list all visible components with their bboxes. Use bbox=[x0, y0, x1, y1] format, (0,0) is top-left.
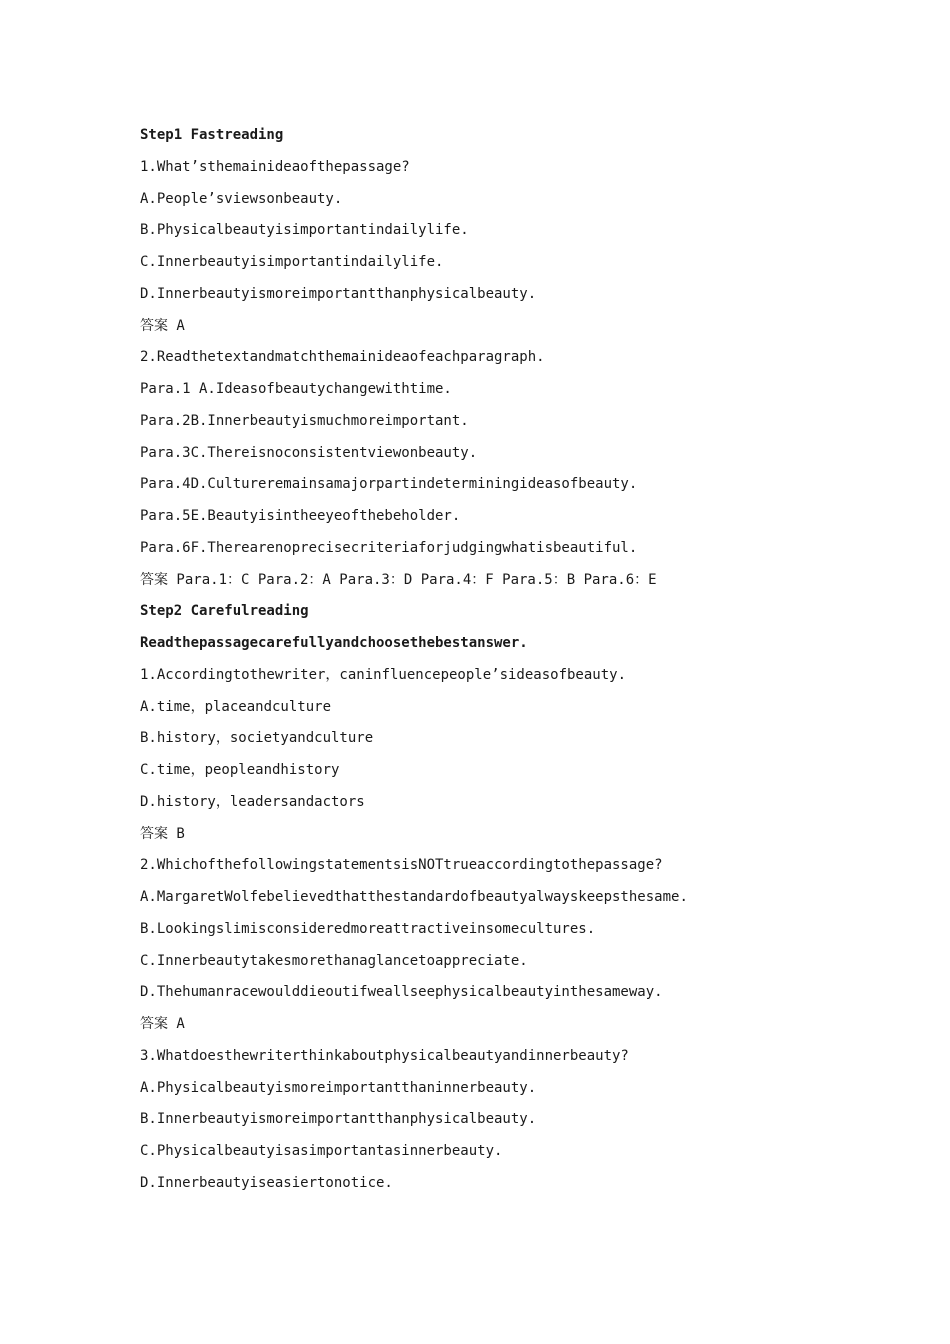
option-line: C.time，peopleandhistory bbox=[140, 762, 340, 778]
match-item: Para.3C.Thereisnoconsistentviewonbeauty. bbox=[140, 444, 478, 461]
question-line: 1.Accordingtothewriter，caninfluencepeople’sideasofbeauty. bbox=[140, 666, 627, 683]
option-line: B.Lookingslimisconsideredmoreattractiveinsomecultures. bbox=[140, 920, 596, 937]
option-line: A.time，placeandculture bbox=[140, 698, 332, 715]
question-line: 3.Whatdoesthewriterthinkaboutphysicalbeautyandinnerbeauty? bbox=[140, 1047, 629, 1064]
match-item: Para.4D.Cultureremainsamajorpartindeterminingideasofbeauty. bbox=[140, 476, 638, 493]
option-line: D.Innerbeautyiseasiertonotice. bbox=[140, 1174, 393, 1191]
option-line: C.Innerbeautyisimportantindailylife. bbox=[140, 254, 444, 270]
match-item: Para.2B.Innerbeautyismuchmoreimportant. bbox=[140, 412, 469, 429]
option-line: C.Physicalbeautyisasimportantasinnerbeauty. bbox=[140, 1143, 503, 1159]
option-line: A.MargaretWolfebelievedthatthestandardofbeautyalwayskeepsthesame. bbox=[140, 889, 688, 905]
option-line: B.history，societyandculture bbox=[140, 730, 374, 747]
question-line: 2.WhichofthefollowingstatementsisNOTtrueaccordingtothepassage? bbox=[140, 857, 663, 874]
document-body bbox=[140, 120, 880, 1200]
option-line: C.Innerbeautytakesmorethanaglancetoappreciate. bbox=[140, 952, 528, 969]
question-line: 1.What’sthemainideaofthepassage? bbox=[140, 158, 410, 175]
match-item: Para.5E.Beautyisintheeyeofthebeholder. bbox=[140, 508, 461, 524]
section-heading: Step2 Carefulreading bbox=[140, 603, 309, 620]
option-line: A.People’sviewsonbeauty. bbox=[140, 190, 343, 207]
answer-line: 答案 A bbox=[140, 317, 185, 334]
match-item: Para.6F.Therearenoprecisecriteriaforjudgingwhatisbeautiful. bbox=[140, 539, 638, 556]
option-line: A.Physicalbeautyismoreimportantthaninnerbeauty. bbox=[140, 1079, 537, 1096]
option-line: D.Innerbeautyismoreimportantthanphysicalbeauty. bbox=[140, 285, 537, 302]
answer-line: 答案 A bbox=[140, 1016, 185, 1032]
question-line: 2.Readthetextandmatchthemainideaofeachparagraph. bbox=[140, 349, 545, 366]
match-item: Para.1 A.Ideasofbeautychangewithtime. bbox=[140, 381, 452, 397]
option-line: D.history，leadersandactors bbox=[140, 793, 365, 810]
instruction-line: Readthepassagecarefullyandchoosethebestanswer. bbox=[140, 635, 528, 651]
option-line: B.Innerbeautyismoreimportantthanphysicalbeauty. bbox=[140, 1111, 537, 1128]
section-heading: Step1 Fastreading bbox=[140, 127, 284, 143]
option-line: B.Physicalbeautyisimportantindailylife. bbox=[140, 222, 469, 239]
answer-line: 答案 Para.1：C Para.2：A Para.3：D Para.4：F Para.5：B Para.6：E bbox=[140, 571, 657, 588]
answer-line: 答案 B bbox=[140, 825, 185, 842]
option-line: D.Thehumanracewoulddieoutifweallseephysicalbeautyinthesameway. bbox=[140, 984, 663, 1001]
